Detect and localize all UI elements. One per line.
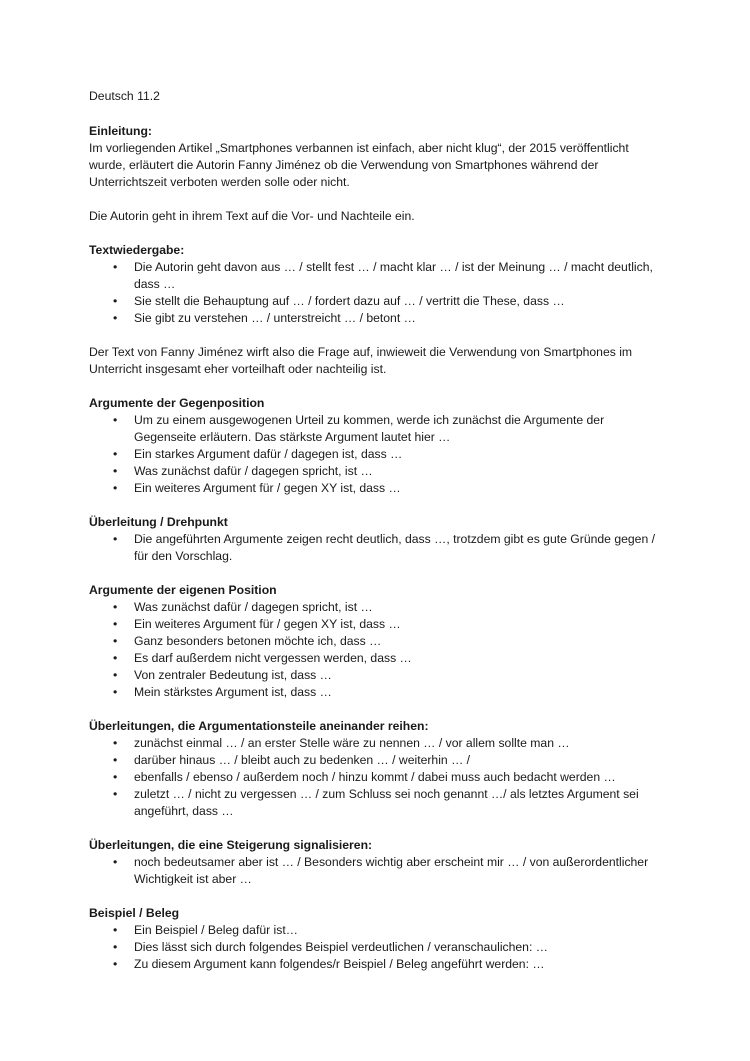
- bullet-icon: •: [113, 481, 118, 495]
- list-item: [89, 956, 664, 973]
- bullet-list: [89, 599, 664, 701]
- section-heading: Textwiedergabe:: [89, 243, 185, 257]
- section-gegenposition: [89, 395, 664, 497]
- list-item-text: zunächst einmal … / an erster Stelle wäre zu nennen … / vor allem sollte man …: [134, 736, 570, 750]
- bullet-icon: •: [113, 940, 118, 954]
- list-item-text: Mein stärkstes Argument ist, dass …: [134, 685, 332, 699]
- bullet-icon: •: [113, 685, 118, 699]
- bullet-icon: •: [113, 617, 118, 631]
- bullet-list: [89, 922, 664, 973]
- section-ueberleitungen-reihen: [89, 718, 664, 820]
- section-textwiedergabe: [89, 242, 664, 378]
- list-item-text: Um zu einem ausgewogenen Urteil zu kommen, werde ich zunächst die Argumente der Gegenseite erläutern. Das stärkste Argument lautet hier …: [134, 413, 605, 444]
- list-item: [89, 310, 664, 327]
- bullet-icon: •: [113, 532, 118, 546]
- list-item-text: Ein starkes Argument dafür / dagegen ist, dass …: [134, 447, 403, 461]
- bullet-list: [89, 531, 664, 565]
- section-ueberleitungen-steigerung: [89, 837, 664, 888]
- section-heading: Beispiel / Beleg: [89, 906, 180, 920]
- list-item-text: Ganz besonders betonen möchte ich, dass …: [134, 634, 382, 648]
- bullet-icon: •: [113, 634, 118, 648]
- intro-paragraph: Im vorliegenden Artikel „Smartphones verbannen ist einfach, aber nicht klug“, der 2015 veröffentlicht wurde, erläutert die Autorin Fanny Jiménez ob die Verwendung von Smartphones während der Unterrichtszeit verboten werden solle oder nicht.: [89, 141, 629, 189]
- summary-paragraph: Der Text von Fanny Jiménez wirft also die Frage auf, inwieweit die Verwendung von Smartphones im Unterricht insgesamt eher vorteilhaft oder nachteilig ist.: [89, 345, 633, 376]
- section-heading: Argumente der Gegenposition: [89, 396, 265, 410]
- list-item: [89, 735, 664, 752]
- course-label: Deutsch 11.2: [89, 89, 160, 103]
- list-item-text: Die angeführten Argumente zeigen recht deutlich, dass …, trotzdem gibt es gute Gründe gegen / für den Vorschlag.: [134, 532, 655, 563]
- section-drehpunkt: [89, 514, 664, 565]
- bullet-icon: •: [113, 464, 118, 478]
- bullet-list: [89, 735, 664, 820]
- list-item: [89, 922, 664, 939]
- list-item: [89, 633, 664, 650]
- section-heading: Argumente der eigenen Position: [89, 583, 277, 597]
- bullet-list: [89, 259, 664, 327]
- list-item-text: Sie stellt die Behauptung auf … / fordert dazu auf … / vertritt die These, dass …: [134, 294, 565, 308]
- section-beispiel-beleg: [89, 905, 664, 973]
- bullet-icon: •: [113, 855, 118, 869]
- bullet-icon: •: [113, 787, 118, 801]
- list-item: [89, 752, 664, 769]
- list-item: [89, 786, 664, 820]
- bullet-icon: •: [113, 651, 118, 665]
- list-item-text: Sie gibt zu verstehen … / unterstreicht … / betont …: [134, 311, 416, 325]
- document-page: [89, 88, 664, 973]
- list-item-text: darüber hinaus … / bleibt auch zu bedenken … / weiterhin … /: [134, 753, 471, 767]
- list-item: [89, 667, 664, 684]
- intro-paragraph: Die Autorin geht in ihrem Text auf die Vor- und Nachteile ein.: [89, 209, 415, 223]
- bullet-icon: •: [113, 957, 118, 971]
- list-item-text: Es darf außerdem nicht vergessen werden, dass …: [134, 651, 412, 665]
- spacer: [89, 191, 664, 208]
- bullet-list: [89, 854, 664, 888]
- list-item: [89, 293, 664, 310]
- list-item: [89, 684, 664, 701]
- section-heading: Überleitung / Drehpunkt: [89, 515, 228, 529]
- list-item: [89, 463, 664, 480]
- bullet-icon: •: [113, 736, 118, 750]
- list-item-text: Dies lässt sich durch folgendes Beispiel verdeutlichen / veranschaulichen: …: [134, 940, 548, 954]
- section-eigene-position: [89, 582, 664, 701]
- list-item: [89, 939, 664, 956]
- list-item: [89, 650, 664, 667]
- list-item-text: Zu diesem Argument kann folgendes/r Beispiel / Beleg angeführt werden: …: [134, 957, 545, 971]
- list-item-text: Was zunächst dafür / dagegen spricht, ist …: [134, 600, 373, 614]
- list-item-text: noch bedeutsamer aber ist … / Besonders wichtig aber erscheint mir … / von außerordentlicher Wichtigkeit ist aber …: [134, 855, 649, 886]
- list-item: [89, 480, 664, 497]
- list-item-text: ebenfalls / ebenso / außerdem noch / hinzu kommt / dabei muss auch bedacht werden …: [134, 770, 616, 784]
- spacer: [89, 327, 664, 344]
- section-heading: Überleitungen, die Argumentationsteile aneinander reihen:: [89, 719, 429, 733]
- list-item: [89, 259, 664, 293]
- bullet-icon: •: [113, 600, 118, 614]
- list-item: [89, 531, 664, 565]
- list-item-text: Ein Beispiel / Beleg dafür ist…: [134, 923, 298, 937]
- list-item: [89, 854, 664, 888]
- bullet-icon: •: [113, 668, 118, 682]
- list-item-text: Was zunächst dafür / dagegen spricht, ist …: [134, 464, 373, 478]
- bullet-icon: •: [113, 413, 118, 427]
- intro-heading: Einleitung:: [89, 124, 152, 138]
- bullet-icon: •: [113, 294, 118, 308]
- list-item: [89, 616, 664, 633]
- bullet-icon: •: [113, 753, 118, 767]
- list-item-text: Von zentraler Bedeutung ist, dass …: [134, 668, 332, 682]
- list-item-text: zuletzt … / nicht zu vergessen … / zum Schluss sei noch genannt …/ als letztes Argument sei angeführt, dass …: [134, 787, 639, 818]
- bullet-icon: •: [113, 311, 118, 325]
- list-item-text: Die Autorin geht davon aus … / stellt fest … / macht klar … / ist der Meinung … / macht deutlich, dass …: [134, 260, 653, 291]
- section-heading: Überleitungen, die eine Steigerung signalisieren:: [89, 838, 373, 852]
- list-item-text: Ein weiteres Argument für / gegen XY ist, dass …: [134, 481, 401, 495]
- list-item: [89, 769, 664, 786]
- bullet-icon: •: [113, 447, 118, 461]
- list-item: [89, 599, 664, 616]
- bullet-list: [89, 412, 664, 497]
- list-item: [89, 412, 664, 446]
- list-item-text: Ein weiteres Argument für / gegen XY ist, dass …: [134, 617, 401, 631]
- bullet-icon: •: [113, 923, 118, 937]
- intro-section: [89, 123, 664, 225]
- bullet-icon: •: [113, 260, 118, 274]
- bullet-icon: •: [113, 770, 118, 784]
- list-item: [89, 446, 664, 463]
